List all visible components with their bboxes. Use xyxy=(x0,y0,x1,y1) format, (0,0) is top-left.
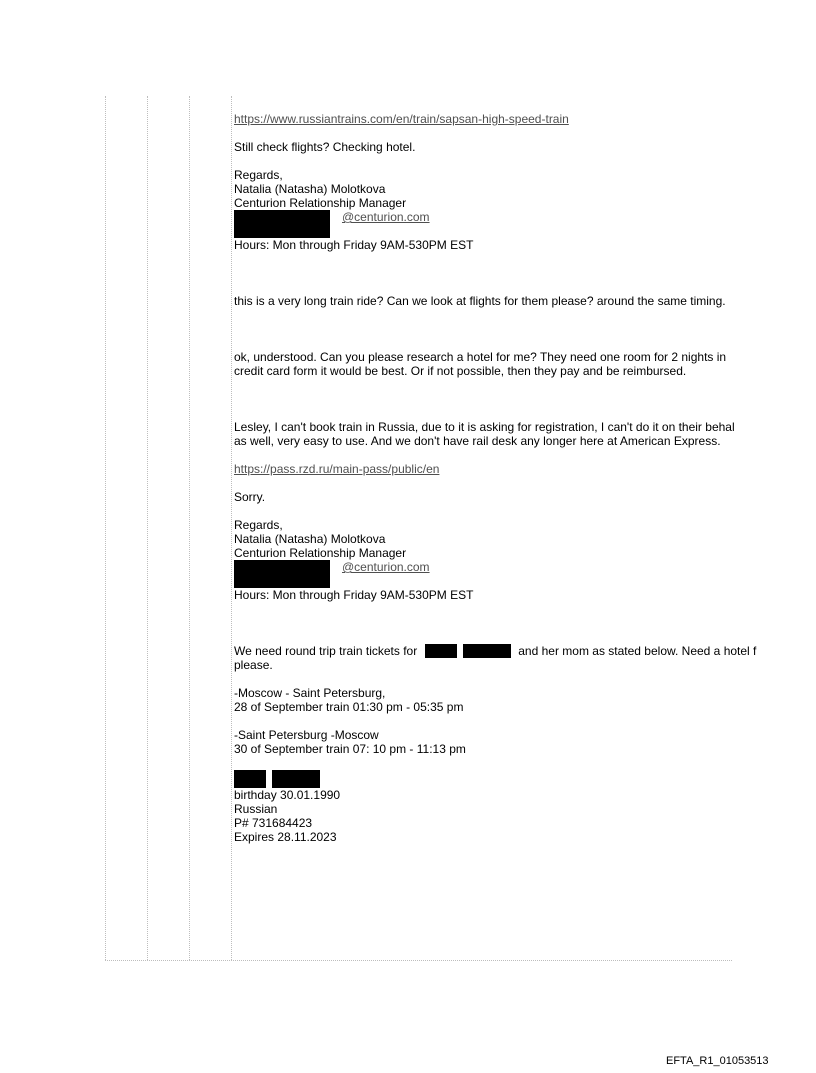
passenger-name-row xyxy=(234,770,816,788)
document-id-footer: EFTA_R1_01053513 xyxy=(666,1055,769,1067)
email-1 xyxy=(234,112,816,126)
email-3 xyxy=(234,350,816,378)
email-5 xyxy=(234,644,816,672)
passenger-passport-expiry: Expires 28.11.2023 xyxy=(234,830,337,844)
route-1: -Moscow - Saint Petersburg, xyxy=(234,686,386,700)
redaction-block xyxy=(463,644,511,658)
signature-regards: Regards, xyxy=(234,518,283,532)
signature-email-row xyxy=(234,560,816,574)
email-5-line-1-post: and her mom as stated below. Need a hotel f xyxy=(518,644,757,658)
email-5-line-2: please. xyxy=(234,658,273,672)
email-1-text: Still check flights? Checking hotel. xyxy=(234,140,416,154)
passenger-nationality: Russian xyxy=(234,802,278,816)
signature-title: Centurion Relationship Manager xyxy=(234,196,407,210)
email-thread-content xyxy=(234,112,816,858)
signature-hours: Hours: Mon through Friday 9AM-530PM EST xyxy=(234,588,474,602)
route-2-time: 30 of September train 07: 10 pm - 11:13 pm xyxy=(234,742,466,756)
redaction-block xyxy=(234,210,330,238)
signature-1 xyxy=(234,168,816,252)
redaction-block xyxy=(425,644,457,658)
route-1-time: 28 of September train 01:30 pm - 05:35 pm xyxy=(234,700,464,714)
signature-title: Centurion Relationship Manager xyxy=(234,546,407,560)
quote-border-1 xyxy=(105,96,106,960)
signature-email-link[interactable]: @centurion.com xyxy=(342,560,430,574)
route-return xyxy=(234,728,816,756)
passenger-details xyxy=(234,770,816,844)
signature-name: Natalia (Natasha) Molotkova xyxy=(234,182,386,196)
email-4-line-1: Lesley, I can't book train in Russia, due to it is asking for registration, I can't do it on their behal xyxy=(234,420,735,434)
redaction-block xyxy=(234,560,330,588)
route-2: -Saint Petersburg -Moscow xyxy=(234,728,379,742)
passenger-birthday: birthday 30.01.1990 xyxy=(234,788,341,802)
email-2-text: this is a very long train ride? Can we look at flights for them please? around the same timing. xyxy=(234,294,726,308)
email-3-line-1: ok, understood. Can you please research a hotel for me? They need one room for 2 nights in xyxy=(234,350,727,364)
signature-2 xyxy=(234,518,816,602)
redaction-block xyxy=(234,770,266,788)
email-4-line-2: as well, very easy to use. And we don't have rail desk any longer here at American Express. xyxy=(234,434,721,448)
email-4-sorry: Sorry. xyxy=(234,490,266,504)
email-3-line-2: credit card form it would be best. Or if not possible, then they pay and be reimbursed. xyxy=(234,364,687,378)
signature-regards: Regards, xyxy=(234,168,283,182)
sapsan-train-link[interactable]: https://www.russiantrains.com/en/train/sapsan-high-speed-train xyxy=(234,112,569,126)
email-4-link-para xyxy=(234,462,816,476)
signature-hours: Hours: Mon through Friday 9AM-530PM EST xyxy=(234,238,474,252)
email-5-line-1 xyxy=(234,644,816,658)
quote-border-3 xyxy=(189,96,190,960)
quote-border-4 xyxy=(231,96,232,960)
route-outbound xyxy=(234,686,816,714)
email-5-line-1-pre: We need round trip train tickets for xyxy=(234,644,418,658)
rzd-pass-link[interactable]: https://pass.rzd.ru/main-pass/public/en xyxy=(234,462,440,476)
redaction-block xyxy=(272,770,320,788)
signature-email-row xyxy=(234,210,816,224)
quote-border-2 xyxy=(147,96,148,960)
signature-email-link[interactable]: @centurion.com xyxy=(342,210,430,224)
signature-name: Natalia (Natasha) Molotkova xyxy=(234,532,386,546)
passenger-passport: P# 731684423 xyxy=(234,816,313,830)
email-4 xyxy=(234,420,816,448)
